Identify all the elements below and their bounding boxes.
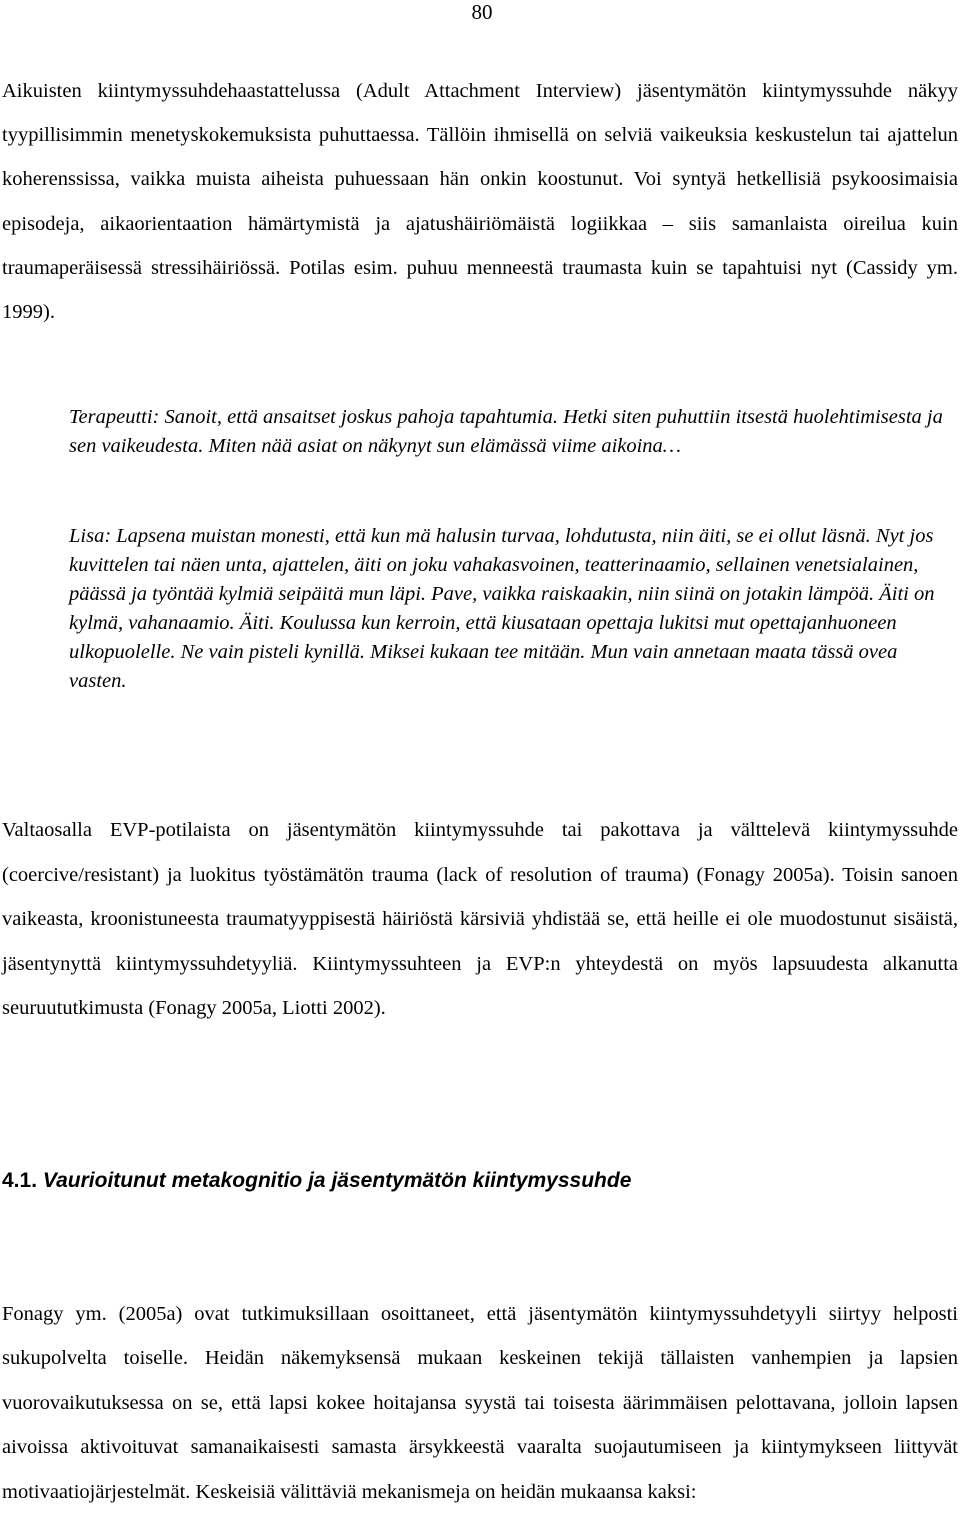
section-heading: [2, 1165, 902, 1197]
body-paragraph-1: Aikuisten kiintymyssuhdehaastattelussa (Adult Attachment Interview) jäsentymätön kiintymyssuhde näkyy tyypillisimmin menetyskokemuksista puhuttaessa. Tällöin ihmisellä on selviä vaikeuksia keskustelun tai ajattelun koherenssissa, vaikka muista aiheista puhuessaan hän onkin koostunut. Voi syntyä hetkellisiä psykoosimaisia episodeja, aikaorientaation hämärtymistä ja ajatushäiriömäistä logiikkaa – siis samanlaista oireilua kuin traumaperäisessä stressihäiriössä. Potilas esim. puhuu menneestä traumasta kuin se tapahtuisi nyt (Cassidy ym. 1999).: [2, 80, 958, 324]
interview-quote-lisa: Lisa: Lapsena muistan monesti, että kun mä halusin turvaa, lohdutusta, niin äiti, se ei ollut läsnä. Nyt jos kuvittelen tai näen unta, ajattelen, äiti on joku vahakasvoinen, teatterinaamio, sellainen venetsialainen, päässä ja työntää kylmiä seipäitä mun läpi. Pave, vaikka raiskaakin, niin siinä on jotakin lämpöä. Äiti on kylmä, vahanaamio. Äiti. Koulussa kun kerroin, että kiusataan opettaja lukitsi mut opettajanhuoneen ulkopuolelle. Ne vain pisteli kynillä. Miksei kukaan tee mitään. Mun vain annetaan maata tässä ovea vasten.: [69, 525, 935, 692]
page-number: 80: [471, 0, 493, 24]
section-heading-number: 4.1.: [2, 1169, 38, 1192]
section-heading-title: Vaurioitunut metakognitio ja jäsentymätön kiintymyssuhde: [42, 1169, 632, 1192]
body-paragraph-3: Fonagy ym. (2005a) ovat tutkimuksillaan osoittaneet, että jäsentymätön kiintymyssuhdetyyli siirtyy helposti sukupolvelta toiselle. Heidän näkemyksensä mukaan keskeinen tekijä tällaisten vanhempien ja lapsien vuorovaikutuksessa on se, että lapsi kokee hoitajansa syystä tai toisesta äärimmäisen pelottavana, jolloin lapsen aivoissa aktivoituvat samanaikaisesti samasta ärsykkeestä vaaralta suojautumiseen ja kiintymykseen liittyvät motivaatiojärjestelmät. Keskeisiä välittäviä mekanismeja on heidän mukaansa kaksi:: [2, 1303, 958, 1503]
body-paragraph-2: Valtaosalla EVP-potilaista on jäsentymätön kiintymyssuhde tai pakottava ja välttelevä kiintymyssuhde (coercive/resistant) ja luokitus työstämätön trauma (lack of resolution of trauma) (Fonagy 2005a). Toisin sanoen vaikeasta, kroonistuneesta traumatyyppisestä häiriöstä kärsiviä yhdistää se, että heille ei ole muodostunut sisäistä, jäsentynyttä kiintymyssuhdetyyliä. Kiintymyssuhteen ja EVP:n yhteydestä on myös lapsuudesta alkanutta seuruututkimusta (Fonagy 2005a, Liotti 2002).: [2, 819, 958, 1020]
interview-quote-therapist: Terapeutti: Sanoit, että ansaitset joskus pahoja tapahtumia. Hetki siten puhuttiin itsestä huolehtimisesta ja sen vaikeudesta. Miten nää asiat on näkynyt sun elämässä viime aikoina…: [69, 406, 943, 457]
